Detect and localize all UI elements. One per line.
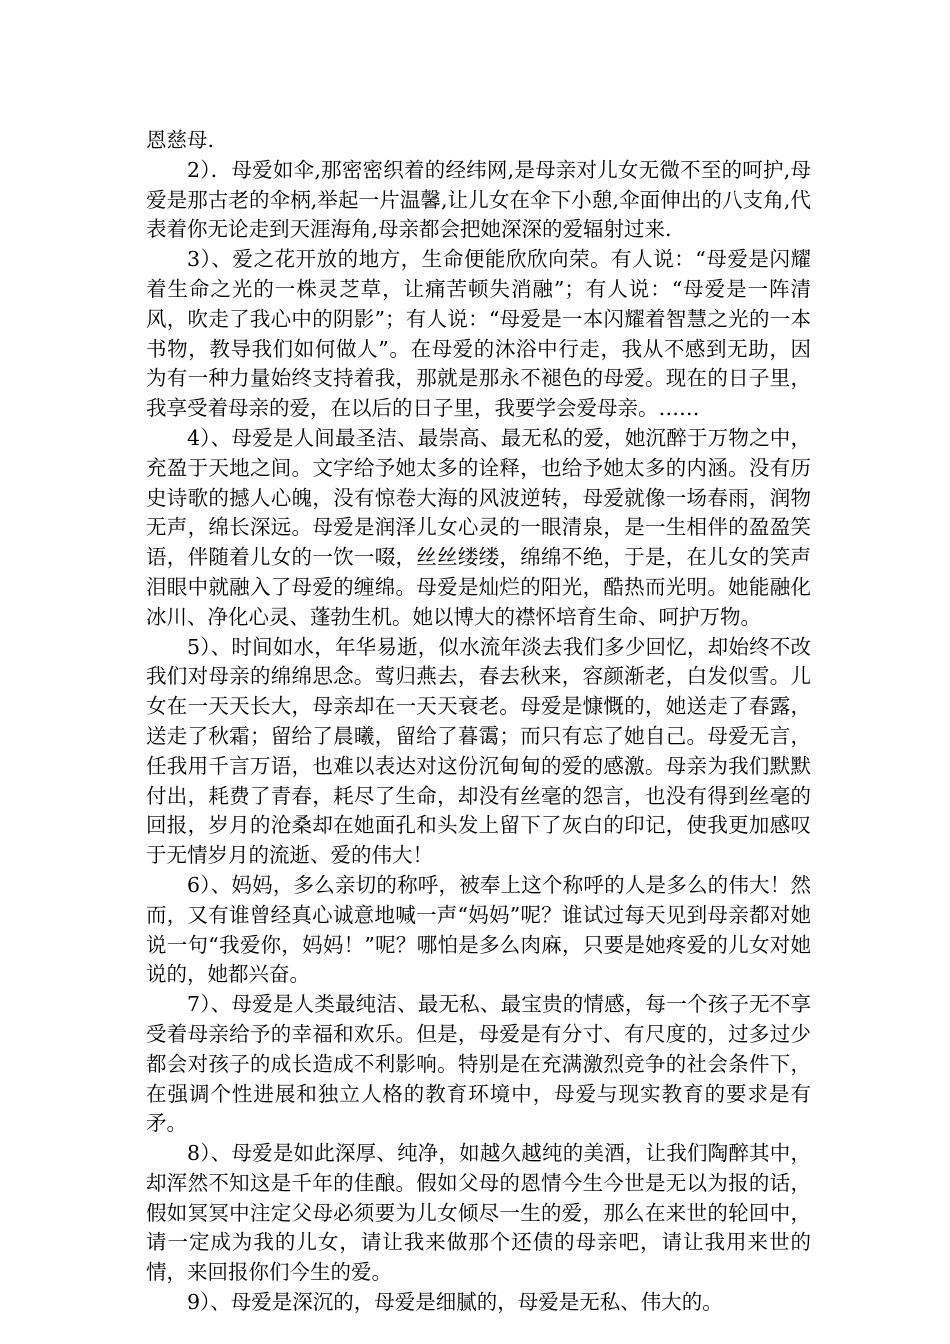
paragraph-3: 3）、爱之花开放的地方，生命便能欣欣向荣。有人说：“母爱是闪耀着生命之光的一株灵芝草，让痛苦顿失消融”；有人说：“母爱是一阵清风，吹走了我心中的阴影”；有人说：“母爱是一本闪耀着智慧之光的一本书物，教导我们如何做人”。在母爱的沐浴中行走，我从不感到无助，因为有一种力量始终支持着我，那就是那永不褪色的母爱。现在的日子里，我享受着母亲的爱，在以后的日子里，我要学会爱母亲。…… xyxy=(146,247,811,421)
paragraph-8: 8）、母爱是如此深厚、纯净，如越久越纯的美酒，让我们陶醉其中，却浑然不知这是千年的佳酿。假如父母的恩情今生今世是无以为报的话，假如冥冥中注定父母必须要为儿女倾尽一生的爱，那么在来世的轮回中，请一定成为我的儿女，请让我来做那个还债的母亲吧，请让我用来世的情，来回报你们今生的爱。 xyxy=(146,1141,811,1285)
paragraph-2: 2）．母爱如伞,那密密织着的经纬网,是母亲对儿女无微不至的呵护,母爱是那古老的伞柄,举起一片温馨,让儿女在伞下小憩,伞面伸出的八支角,代表着你无论走到天涯海角,母亲都会把她深深的爱辐射过来. xyxy=(146,157,811,242)
document-page xyxy=(146,126,811,1318)
paragraph-9: 9）、母爱是深沉的，母爱是细腻的，母爱是无私、伟大的。 xyxy=(187,1290,723,1315)
paragraph-5: 5）、时间如水，年华易逝，似水流年淡去我们多少回忆，却始终不改我们对母亲的绵绵思念。莺归燕去，春去秋来，容颜渐老，白发似雪。儿女在一天天长大，母亲却在一天天衰老。母爱是慷慨的，她送走了春露，送走了秋霜；留给了晨曦，留给了暮霭；而只有忘了她自己。母爱无言，任我用千言万语，也难以表达对这份沉甸甸的爱的感激。母亲为我们默默付出，耗费了青春，耗尽了生命，却没有丝毫的怨言，也没有得到丝毫的回报，岁月的沧桑却在她面孔和头发上留下了灰白的印记，使我更加感叹于无情岁月的流逝、爱的伟大！ xyxy=(146,634,811,868)
paragraph-7: 7）、母爱是人类最纯洁、最无私、最宝贵的情感，每一个孩子无不享受着母亲给予的幸福和欢乐。但是，母爱是有分寸、有尺度的，过多过少都会对孩子的成长造成不利影响。特别是在充满激烈竞争的社会条件下，在强调个性进展和独立人格的教育环境中，母爱与现实教育的要求是有矛。 xyxy=(146,992,811,1136)
paragraph-1: 恩慈母. xyxy=(146,128,215,152)
paragraph-4: 4）、母爱是人间最圣洁、最崇高、最无私的爱，她沉醉于万物之中，充盈于天地之间。文字给予她太多的诠释，也给予她太多的内涵。没有历史诗歌的撼人心魄，没有惊卷大海的风波逆转，母爱就像一场春雨，润物无声，绵长深远。母爱是润泽儿女心灵的一眼清泉，是一生相伴的盈盈笑语，伴随着儿女的一饮一啜，丝丝缕缕，绵绵不绝，于是，在儿女的笑声泪眼中就融入了母爱的缠绵。母爱是灿烂的阳光，酷热而光明。她能融化冰川、净化心灵、蓬勃生机。她以博大的襟怀培育生命、呵护万物。 xyxy=(146,425,811,629)
paragraph-6: 6）、妈妈，多么亲切的称呼，被奉上这个称呼的人是多么的伟大！然而，又有谁曾经真心诚意地喊一声“妈妈”呢？谁试过每天见到母亲都对她说一句“我爱你，妈妈！”呢？哪怕是多么肉麻，只要是她疼爱的儿女对她说的，她都兴奋。 xyxy=(146,872,811,987)
